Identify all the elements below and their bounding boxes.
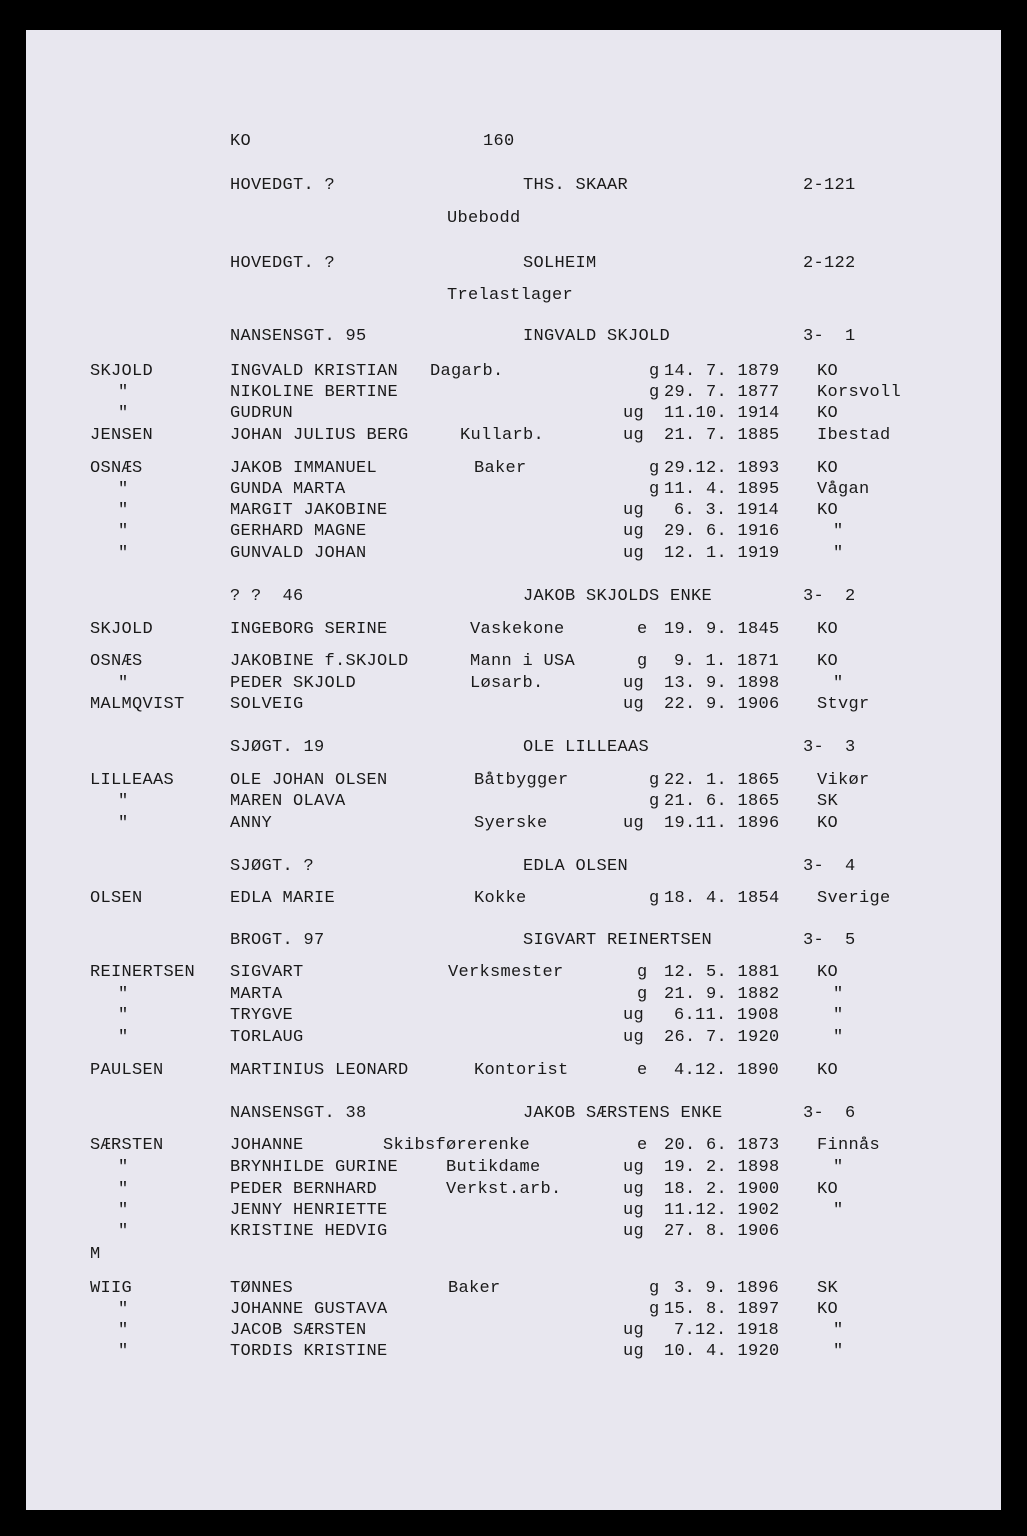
section-owner: SOLHEIM xyxy=(523,254,597,273)
marital-status: ug xyxy=(623,1201,645,1220)
given-name: EDLA MARIE xyxy=(230,889,336,908)
surname: SÆRSTEN xyxy=(90,1136,164,1155)
birthplace: KO xyxy=(817,459,839,478)
page-edge-mark xyxy=(1012,1372,1020,1376)
given-name: SOLVEIG xyxy=(230,695,304,714)
birth-date: 9. 1. 1871 xyxy=(674,652,780,671)
surname: " xyxy=(118,522,129,541)
birth-date: 11. 4. 1895 xyxy=(664,480,780,499)
birth-date: 14. 7. 1879 xyxy=(664,362,780,381)
occupation: Kullarb. xyxy=(460,426,545,445)
surname: " xyxy=(118,1028,129,1047)
birthplace: KO xyxy=(817,1300,839,1319)
marital-status: ug xyxy=(623,426,645,445)
surname: LILLEAAS xyxy=(90,771,175,790)
section-number: 3- 2 xyxy=(803,587,856,606)
birth-date: 18. 2. 1900 xyxy=(664,1180,780,1199)
birthplace: Vikør xyxy=(817,771,870,790)
given-name: JENNY HENRIETTE xyxy=(230,1201,388,1220)
birth-date: 29.12. 1893 xyxy=(664,459,780,478)
birth-date: 19. 9. 1845 xyxy=(664,620,780,639)
birthplace: KO xyxy=(817,404,839,423)
section-number: 3- 3 xyxy=(803,738,856,757)
birthplace: Ibestad xyxy=(817,426,891,445)
marital-status: g xyxy=(637,985,648,1004)
marital-status: g xyxy=(649,480,660,499)
surname: " xyxy=(118,1300,129,1319)
occupation: Vaskekone xyxy=(470,620,565,639)
section-address: SJØGT. ? xyxy=(230,857,315,876)
section-owner: SIGVART REINERTSEN xyxy=(523,931,713,950)
occupation: Kokke xyxy=(474,889,527,908)
surname: " xyxy=(118,1158,129,1177)
occupation: Syerske xyxy=(474,814,548,833)
birthplace: KO xyxy=(817,963,839,982)
given-name: JAKOBINE f.SKJOLD xyxy=(230,652,409,671)
given-name: NIKOLINE BERTINE xyxy=(230,383,399,402)
given-name: TØNNES xyxy=(230,1279,294,1298)
surname: " xyxy=(118,1222,129,1241)
given-name: OLE JOHAN OLSEN xyxy=(230,771,388,790)
section-number: 3- 4 xyxy=(803,857,856,876)
birthplace: " xyxy=(833,522,844,541)
surname: " xyxy=(118,404,129,423)
marital-status: ug xyxy=(623,1342,645,1361)
marital-status: ug xyxy=(623,522,645,541)
birth-date: 29. 7. 1877 xyxy=(664,383,780,402)
given-name: TORLAUG xyxy=(230,1028,304,1047)
given-name: GUNDA MARTA xyxy=(230,480,346,499)
birthplace: " xyxy=(833,985,844,1004)
birthplace: Finnås xyxy=(817,1136,881,1155)
birth-date: 18. 4. 1854 xyxy=(664,889,780,908)
surname: " xyxy=(118,1342,129,1361)
birthplace: " xyxy=(833,1006,844,1025)
birthplace: KO xyxy=(817,814,839,833)
section-number: 2-122 xyxy=(803,254,856,273)
occupation: Båtbygger xyxy=(474,771,569,790)
occupation: Kontorist xyxy=(474,1061,569,1080)
marital-status: ug xyxy=(623,1006,645,1025)
given-name: SIGVART xyxy=(230,963,304,982)
occupation: Løsarb. xyxy=(470,674,544,693)
section-address: HOVEDGT. ? xyxy=(230,176,336,195)
marital-status: e xyxy=(637,620,648,639)
section-number: 2-121 xyxy=(803,176,856,195)
occupation: Baker xyxy=(474,459,527,478)
birth-date: 13. 9. 1898 xyxy=(664,674,780,693)
surname: SKJOLD xyxy=(90,362,154,381)
birthplace: SK xyxy=(817,1279,839,1298)
marital-status: e xyxy=(637,1136,648,1155)
birthplace: " xyxy=(833,674,844,693)
given-name: JOHANNE GUSTAVA xyxy=(230,1300,388,1319)
occupation: Butikdame xyxy=(446,1158,541,1177)
birthplace: KO xyxy=(817,1061,839,1080)
given-name: GUNVALD JOHAN xyxy=(230,544,367,563)
marital-status: ug xyxy=(623,1158,645,1177)
given-name: MARTA xyxy=(230,985,283,1004)
marital-status: g xyxy=(649,362,660,381)
given-name: PEDER SKJOLD xyxy=(230,674,357,693)
section-number: 3- 5 xyxy=(803,931,856,950)
surname: " xyxy=(118,1201,129,1220)
given-name: BRYNHILDE GURINE xyxy=(230,1158,399,1177)
given-name: TRYGVE xyxy=(230,1006,294,1025)
marital-status: g xyxy=(637,652,648,671)
section-address: NANSENSGT. 95 xyxy=(230,327,367,346)
document-page xyxy=(26,30,1001,1510)
birth-date: 22. 9. 1906 xyxy=(664,695,780,714)
marital-status: ug xyxy=(623,1222,645,1241)
birth-date: 6. 3. 1914 xyxy=(674,501,780,520)
section-address: NANSENSGT. 38 xyxy=(230,1104,367,1123)
birthplace: " xyxy=(833,1321,844,1340)
section-address: ? ? 46 xyxy=(230,587,304,606)
marital-status: ug xyxy=(623,1321,645,1340)
birthplace: KO xyxy=(817,1180,839,1199)
section-owner: THS. SKAAR xyxy=(523,176,629,195)
birth-date: 11.10. 1914 xyxy=(664,404,780,423)
section-note: Trelastlager xyxy=(447,286,574,305)
birthplace: " xyxy=(833,1201,844,1220)
surname: " xyxy=(118,480,129,499)
section-number: 3- 1 xyxy=(803,327,856,346)
occupation: Baker xyxy=(448,1279,501,1298)
surname: MALMQVIST xyxy=(90,695,185,714)
given-name: JOHAN JULIUS BERG xyxy=(230,426,409,445)
birthplace: " xyxy=(833,544,844,563)
surname: " xyxy=(118,383,129,402)
birth-date: 21. 7. 1885 xyxy=(664,426,780,445)
marital-status: ug xyxy=(623,404,645,423)
given-name: ANNY xyxy=(230,814,273,833)
birthplace: KO xyxy=(817,652,839,671)
given-name: GERHARD MAGNE xyxy=(230,522,367,541)
birth-date: 29. 6. 1916 xyxy=(664,522,780,541)
birth-date: 7.12. 1918 xyxy=(674,1321,780,1340)
surname: " xyxy=(118,1006,129,1025)
surname: " xyxy=(118,501,129,520)
marital-status: g xyxy=(637,963,648,982)
surname: " xyxy=(118,1180,129,1199)
occupation: Skibsførerenke xyxy=(383,1136,531,1155)
birthplace: Sverige xyxy=(817,889,891,908)
given-name: MARGIT JAKOBINE xyxy=(230,501,388,520)
marital-status: g xyxy=(649,889,660,908)
given-name: INGEBORG SERINE xyxy=(230,620,388,639)
birth-date: 4.12. 1890 xyxy=(674,1061,780,1080)
marital-status: g xyxy=(649,383,660,402)
surname: " xyxy=(118,1321,129,1340)
section-owner: JAKOB SKJOLDS ENKE xyxy=(523,587,713,606)
given-name: MAREN OLAVA xyxy=(230,792,346,811)
birth-date: 26. 7. 1920 xyxy=(664,1028,780,1047)
given-name: TORDIS KRISTINE xyxy=(230,1342,388,1361)
marital-status: ug xyxy=(623,695,645,714)
page-number: 160 xyxy=(483,132,515,151)
marital-status: g xyxy=(649,1300,660,1319)
birth-date: 27. 8. 1906 xyxy=(664,1222,780,1241)
surname: WIIG xyxy=(90,1279,133,1298)
marital-status: ug xyxy=(623,501,645,520)
section-owner: OLE LILLEAAS xyxy=(523,738,650,757)
surname: " xyxy=(118,985,129,1004)
section-address: SJØGT. 19 xyxy=(230,738,325,757)
section-owner: INGVALD SKJOLD xyxy=(523,327,671,346)
marital-status: ug xyxy=(623,674,645,693)
marital-status: e xyxy=(637,1061,648,1080)
birth-date: 19. 2. 1898 xyxy=(664,1158,780,1177)
given-name: PEDER BERNHARD xyxy=(230,1180,378,1199)
birthplace: Stvgr xyxy=(817,695,870,714)
birth-date: 12. 1. 1919 xyxy=(664,544,780,563)
marital-status: ug xyxy=(623,1028,645,1047)
birthplace: " xyxy=(833,1028,844,1047)
given-name: MARTINIUS LEONARD xyxy=(230,1061,409,1080)
birth-date: 20. 6. 1873 xyxy=(664,1136,780,1155)
occupation: Verkst.arb. xyxy=(446,1180,562,1199)
surname: " xyxy=(118,814,129,833)
birth-date: 11.12. 1902 xyxy=(664,1201,780,1220)
birthplace: " xyxy=(833,1342,844,1361)
birthplace: Vågan xyxy=(817,480,870,499)
given-name: GUDRUN xyxy=(230,404,294,423)
birthplace: SK xyxy=(817,792,839,811)
marital-status: g xyxy=(649,792,660,811)
birth-date: 19.11. 1896 xyxy=(664,814,780,833)
section-number: 3- 6 xyxy=(803,1104,856,1123)
marital-status: g xyxy=(649,771,660,790)
birth-date: 21. 6. 1865 xyxy=(664,792,780,811)
section-owner: EDLA OLSEN xyxy=(523,857,629,876)
given-name: JACOB SÆRSTEN xyxy=(230,1321,367,1340)
header-left: KO xyxy=(230,132,252,151)
surname: REINERTSEN xyxy=(90,963,196,982)
birth-date: 21. 9. 1882 xyxy=(664,985,780,1004)
birth-date: 22. 1. 1865 xyxy=(664,771,780,790)
surname: " xyxy=(118,792,129,811)
birth-date: 15. 8. 1897 xyxy=(664,1300,780,1319)
given-name: JOHANNE xyxy=(230,1136,304,1155)
birth-date: 6.11. 1908 xyxy=(674,1006,780,1025)
surname: " xyxy=(118,544,129,563)
section-address: BROGT. 97 xyxy=(230,931,325,950)
surname: OSNÆS xyxy=(90,459,143,478)
surname: M xyxy=(90,1245,101,1264)
section-note: Ubebodd xyxy=(447,209,521,228)
birth-date: 3. 9. 1896 xyxy=(674,1279,780,1298)
surname: " xyxy=(118,674,129,693)
birthplace: Korsvoll xyxy=(817,383,902,402)
birthplace: " xyxy=(833,1158,844,1177)
marital-status: g xyxy=(649,1279,660,1298)
birth-date: 12. 5. 1881 xyxy=(664,963,780,982)
given-name: JAKOB IMMANUEL xyxy=(230,459,378,478)
section-owner: JAKOB SÆRSTENS ENKE xyxy=(523,1104,723,1123)
surname: JENSEN xyxy=(90,426,154,445)
section-address: HOVEDGT. ? xyxy=(230,254,336,273)
birthplace: KO xyxy=(817,620,839,639)
birthplace: KO xyxy=(817,362,839,381)
surname: OSNÆS xyxy=(90,652,143,671)
given-name: KRISTINE HEDVIG xyxy=(230,1222,388,1241)
birthplace: KO xyxy=(817,501,839,520)
marital-status: ug xyxy=(623,544,645,563)
occupation: Mann i USA xyxy=(470,652,576,671)
occupation: Dagarb. xyxy=(430,362,504,381)
surname: PAULSEN xyxy=(90,1061,164,1080)
marital-status: ug xyxy=(623,1180,645,1199)
surname: OLSEN xyxy=(90,889,143,908)
occupation: Verksmester xyxy=(448,963,564,982)
marital-status: g xyxy=(649,459,660,478)
marital-status: ug xyxy=(623,814,645,833)
birth-date: 10. 4. 1920 xyxy=(664,1342,780,1361)
given-name: INGVALD KRISTIAN xyxy=(230,362,399,381)
surname: SKJOLD xyxy=(90,620,154,639)
